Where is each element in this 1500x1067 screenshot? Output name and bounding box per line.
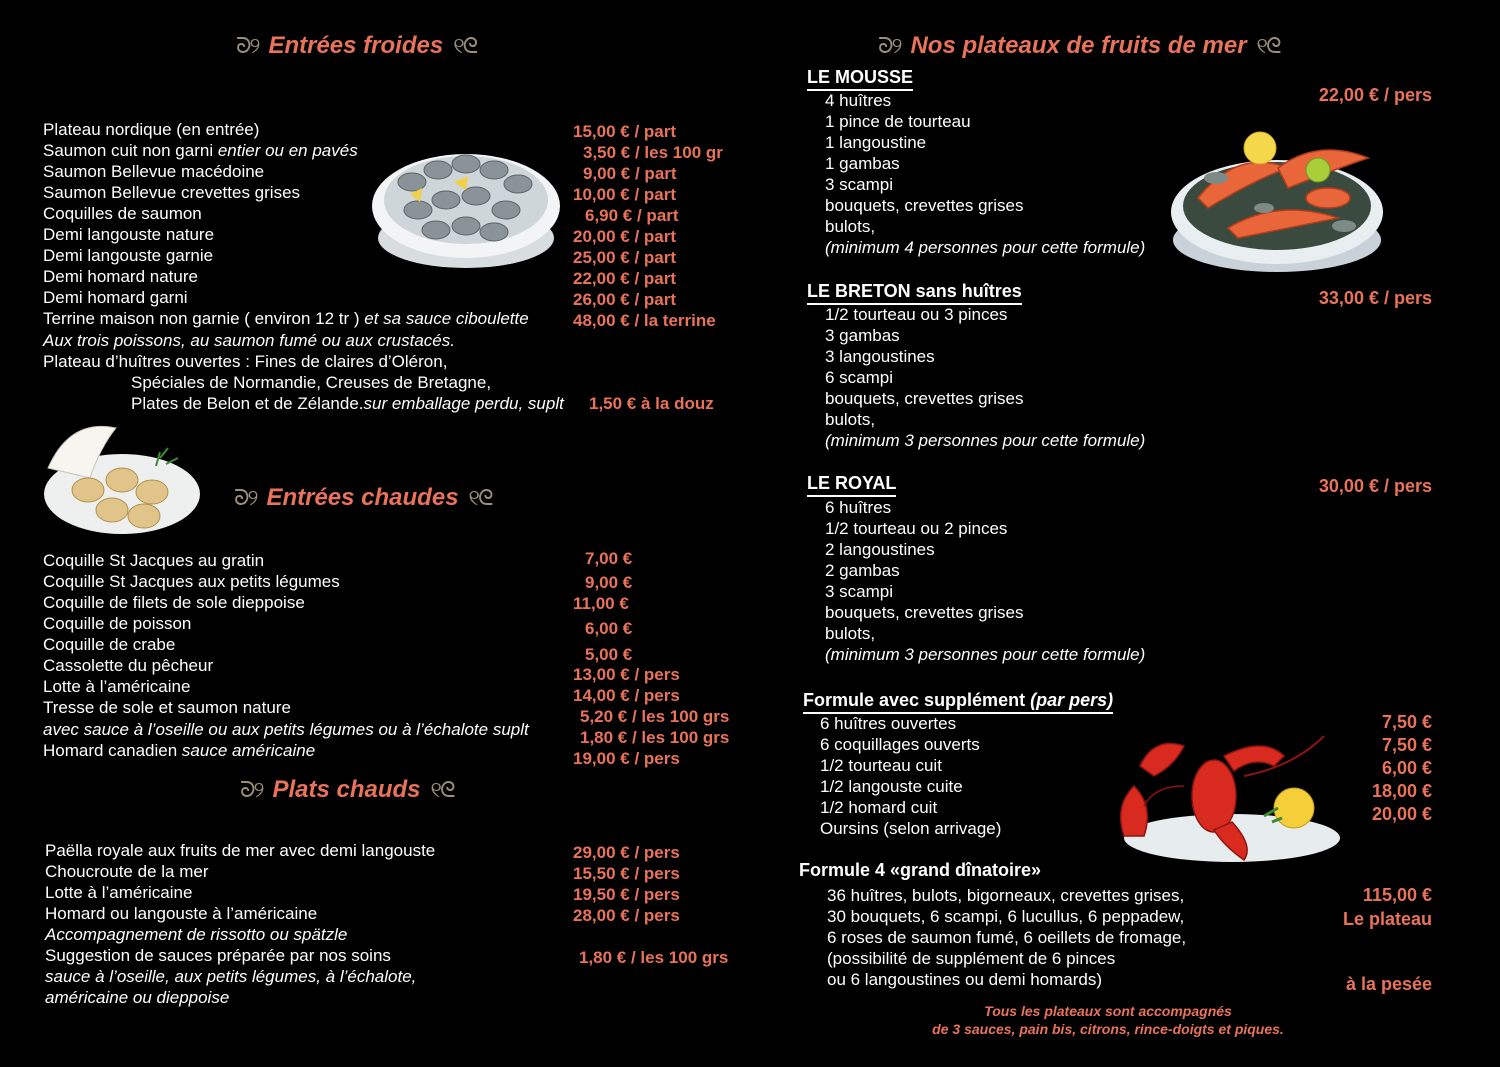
supplement-item: Oursins (selon arrivage) — [820, 819, 1002, 838]
heading-text: Nos plateaux de fruits de mer — [910, 32, 1247, 59]
froides-item — [43, 140, 358, 161]
froides-item-price: 20,00 € / part — [573, 227, 677, 246]
plats-item-price: 29,00 € / pers — [573, 843, 680, 862]
oysters-plate-photo — [370, 130, 562, 272]
mousse-line: 1 pince de tourteau — [825, 112, 971, 131]
ornament-swirl-icon: ୧ᘓ — [430, 777, 454, 802]
froides-item-italic: et sa sauce ciboulette — [364, 309, 529, 328]
froides-item-label: Demi langouste garnie — [43, 246, 214, 265]
plats-item-label: Lotte à l’américaine — [45, 883, 193, 902]
chaudes-item-price: 5,00 € — [585, 645, 633, 664]
sauces-list-1: sauce à l’oseille, aux petits légumes, à l’échalote, — [45, 967, 417, 986]
formule-4-pesee: à la pesée — [1345, 974, 1432, 994]
scallops-photo — [30, 418, 200, 540]
froides-item-price: 6,90 € / part — [585, 206, 679, 225]
heading-plats-chauds — [230, 776, 463, 804]
royal-line: bouquets, crevettes grises — [825, 603, 1024, 622]
froides-item — [43, 266, 198, 287]
homard-label: Homard canadien — [43, 741, 182, 760]
formule-4-price: 115,00 € — [1362, 885, 1432, 905]
ornament-swirl-icon: ᘐ୨ — [240, 777, 263, 802]
chaudes-item-label: Coquille de crabe — [43, 635, 176, 654]
froides-item-price: 26,00 € / part — [573, 290, 677, 309]
chaudes-item-label: Tresse de sole et saumon nature — [43, 698, 291, 717]
supplement-item: 1/2 langouste cuite — [820, 777, 963, 796]
supplement-title-italic: (par pers) — [1030, 690, 1114, 710]
froides-item — [43, 308, 529, 329]
tresse-note: avec sauce à l’oseille ou aux petits légumes ou à l’échalote suplt — [43, 720, 529, 739]
formule-royal-title: LE ROYAL — [807, 472, 896, 497]
formule4-line: (possibilité de supplément de 6 pinces — [827, 949, 1116, 968]
plats-item-label: Choucroute de la mer — [45, 862, 209, 881]
supplement-item: 6 coquillages ouverts — [820, 735, 980, 754]
formule4-line: ou 6 langoustines ou demi homards) — [827, 970, 1102, 989]
mousse-line: 1 langoustine — [825, 133, 927, 152]
froides-item-price: 22,00 € / part — [573, 269, 677, 288]
breton-line: 3 langoustines — [825, 347, 935, 366]
royal-line: bulots, — [825, 624, 876, 643]
froides-item-label: Demi langouste nature — [43, 225, 215, 244]
chaudes-item-label: Coquille St Jacques aux petits légumes — [43, 572, 340, 591]
royal-line: 2 gambas — [825, 561, 900, 580]
seafood-platter-photo — [1168, 108, 1386, 278]
froides-item-price: 3,50 € / les 100 gr — [583, 143, 723, 162]
froides-item — [43, 245, 213, 266]
froides-item-label: Demi homard garni — [43, 288, 188, 307]
accompagnement-note: Accompagnement de rissotto ou spätzle — [45, 925, 348, 944]
ornament-swirl-icon: ᘐ୨ — [236, 33, 259, 58]
froides-item-label: Saumon Bellevue macédoine — [43, 162, 265, 181]
huitres-line-3-italic: sur emballage perdu, suplt — [363, 394, 564, 413]
chaudes-item-price: 14,00 € / pers — [573, 686, 680, 705]
froides-item-price: 10,00 € / part — [573, 185, 677, 204]
breton-line: bouquets, crevettes grises — [825, 389, 1024, 408]
froides-item-label: Terrine maison non garnie ( environ 12 tr ) — [43, 309, 365, 328]
mousse-line: 4 huîtres — [825, 91, 892, 110]
plats-item-label: Paëlla royale aux fruits de mer avec demi langouste — [45, 841, 436, 860]
plats-item — [45, 840, 435, 861]
heading-entrees-chaudes — [224, 484, 502, 512]
chaudes-item-price: 6,00 € — [585, 619, 633, 638]
heading-text: Entrées froides — [268, 32, 444, 59]
huitres-price: 1,50 € à la douz — [589, 394, 714, 413]
formule-mousse-title: LE MOUSSE — [807, 66, 913, 91]
chaudes-item — [43, 697, 291, 718]
royal-line: 3 scampi — [825, 582, 894, 601]
formule4-line: 36 huîtres, bulots, bigorneaux, crevettes grises, — [827, 886, 1185, 905]
froides-item-price: 48,00 € / la terrine — [573, 311, 716, 330]
plats-item — [45, 903, 317, 924]
sauces-suggestion: Suggestion de sauces préparée par nos soins — [45, 946, 391, 965]
froides-item-price: 9,00 € / part — [583, 164, 677, 183]
formule-4-price-unit: Le plateau — [1342, 909, 1432, 929]
mousse-line: 1 gambas — [825, 154, 900, 173]
froides-item — [43, 287, 188, 308]
froides-item-price: 15,00 € / part — [573, 122, 677, 141]
froides-item — [43, 203, 202, 224]
formule-royal-price: 30,00 € / pers — [1318, 476, 1432, 496]
chaudes-item-label: Cassolette du pêcheur — [43, 656, 214, 675]
mousse-line: 3 scampi — [825, 175, 894, 194]
plats-item — [45, 861, 208, 882]
homard-italic: sauce américaine — [181, 741, 316, 760]
chaudes-item — [43, 613, 191, 634]
royal-line: 1/2 tourteau ou 2 pinces — [825, 519, 1008, 538]
royal-note: (minimum 3 personnes pour cette formule) — [825, 645, 1146, 664]
breton-line: 3 gambas — [825, 326, 900, 345]
tresse-note-price: 1,80 € / les 100 grs — [580, 728, 730, 747]
mousse-note: (minimum 4 personnes pour cette formule) — [825, 238, 1146, 257]
formule-supplement-title — [803, 689, 1113, 714]
plats-item-label: Homard ou langouste à l’américaine — [45, 904, 318, 923]
huitres-line-3-text: Plates de Belon et de Zélande. — [131, 394, 364, 413]
breton-line: bulots, — [825, 410, 876, 429]
breton-line: 1/2 tourteau ou 3 pinces — [825, 305, 1008, 324]
formule4-line: 30 bouquets, 6 scampi, 6 lucullus, 6 peppadew, — [827, 907, 1185, 926]
mousse-line: bouquets, crevettes grises — [825, 196, 1024, 215]
plats-item-price: 28,00 € / pers — [573, 906, 680, 925]
plats-item-price: 15,50 € / pers — [573, 864, 680, 883]
huitres-line-1: Plateau d’huîtres ouvertes : Fines de claires d’Oléron, — [43, 352, 448, 371]
lobster-photo — [1104, 726, 1342, 866]
chaudes-item-price: 9,00 € — [585, 573, 633, 592]
heading-text: Plats chauds — [272, 776, 421, 803]
ornament-swirl-icon: ୧ᘓ — [453, 33, 477, 58]
chaudes-item-price: 5,20 € / les 100 grs — [580, 707, 730, 726]
froides-item-label: Saumon cuit non garni — [43, 141, 218, 160]
chaudes-item-price: 11,00 € — [573, 594, 629, 613]
froides-item — [43, 224, 214, 245]
huitres-line-3 — [131, 393, 564, 414]
supplement-title-text: Formule avec supplément — [803, 690, 1031, 710]
supplement-item-price: 18,00 € — [1371, 781, 1432, 801]
mousse-line: bulots, — [825, 217, 876, 236]
chaudes-item-price: 13,00 € / pers — [573, 665, 680, 684]
breton-note: (minimum 3 personnes pour cette formule) — [825, 431, 1146, 450]
ornament-swirl-icon: ᘐ୨ — [878, 33, 901, 58]
sauces-price: 1,80 € / les 100 grs — [579, 948, 729, 967]
froides-item-price: 25,00 € / part — [573, 248, 677, 267]
chaudes-item — [43, 655, 213, 676]
supplement-item-price: 7,50 € — [1381, 712, 1432, 732]
royal-line: 6 huîtres — [825, 498, 892, 517]
froides-item-label: Coquilles de saumon — [43, 204, 202, 223]
supplement-item-price: 7,50 € — [1381, 735, 1432, 755]
froides-item-label: Saumon Bellevue crevettes grises — [43, 183, 301, 202]
plats-item-price: 19,50 € / pers — [573, 885, 680, 904]
formule-breton-price: 33,00 € / pers — [1318, 288, 1432, 308]
breton-line: 6 scampi — [825, 368, 894, 387]
chaudes-item — [43, 592, 305, 613]
terrine-note: Aux trois poissons, au saumon fumé ou aux crustacés. — [43, 331, 455, 350]
formule4-line: 6 roses de saumon fumé, 6 oeillets de fromage, — [827, 928, 1187, 947]
formule-mousse-price: 22,00 € / pers — [1318, 85, 1432, 105]
chaudes-item-label: Coquille de poisson — [43, 614, 192, 633]
footer-note-1: Tous les plateaux sont accompagnés — [984, 1003, 1232, 1019]
froides-item-label: Plateau nordique (en entrée) — [43, 120, 260, 139]
froides-item-label: Demi homard nature — [43, 267, 198, 286]
chaudes-item — [43, 634, 175, 655]
heading-entrees-froides — [226, 32, 486, 60]
homard-canadien — [43, 740, 315, 761]
ornament-swirl-icon: ୧ᘓ — [468, 485, 492, 510]
huitres-line-2: Spéciales de Normandie, Creuses de Bretagne, — [131, 373, 492, 392]
heading-text: Entrées chaudes — [266, 484, 459, 511]
footer-note-2: de 3 sauces, pain bis, citrons, rince-doigts et piques. — [932, 1021, 1284, 1037]
formule-breton-title: LE BRETON sans huîtres — [807, 280, 1022, 305]
ornament-swirl-icon: ᘐ୨ — [234, 485, 257, 510]
chaudes-item — [43, 676, 190, 697]
froides-item — [43, 119, 259, 140]
homard-price: 19,00 € / pers — [573, 749, 680, 768]
supplement-item-price: 20,00 € — [1371, 804, 1432, 824]
chaudes-item-label: Coquille de filets de sole dieppoise — [43, 593, 305, 612]
chaudes-item-label: Coquille St Jacques au gratin — [43, 551, 265, 570]
royal-line: 2 langoustines — [825, 540, 935, 559]
froides-item-italic: entier ou en pavés — [217, 141, 358, 160]
sauces-list-2: américaine ou dieppoise — [45, 988, 230, 1007]
chaudes-item-price: 7,00 € — [585, 549, 633, 568]
plats-item — [45, 882, 192, 903]
chaudes-item-label: Lotte à l’américaine — [43, 677, 191, 696]
ornament-swirl-icon: ୧ᘓ — [1256, 33, 1280, 58]
supplement-item: 6 huîtres ouvertes — [820, 714, 957, 733]
chaudes-item — [43, 550, 264, 571]
chaudes-item — [43, 571, 340, 592]
supplement-item: 1/2 homard cuit — [820, 798, 938, 817]
heading-plateaux — [868, 32, 1290, 60]
supplement-item-price: 6,00 € — [1381, 758, 1432, 778]
formule-4-title: Formule 4 «grand dînatoire» — [799, 860, 1042, 880]
froides-item — [43, 182, 300, 203]
supplement-item: 1/2 tourteau cuit — [820, 756, 942, 775]
froides-item — [43, 161, 264, 182]
